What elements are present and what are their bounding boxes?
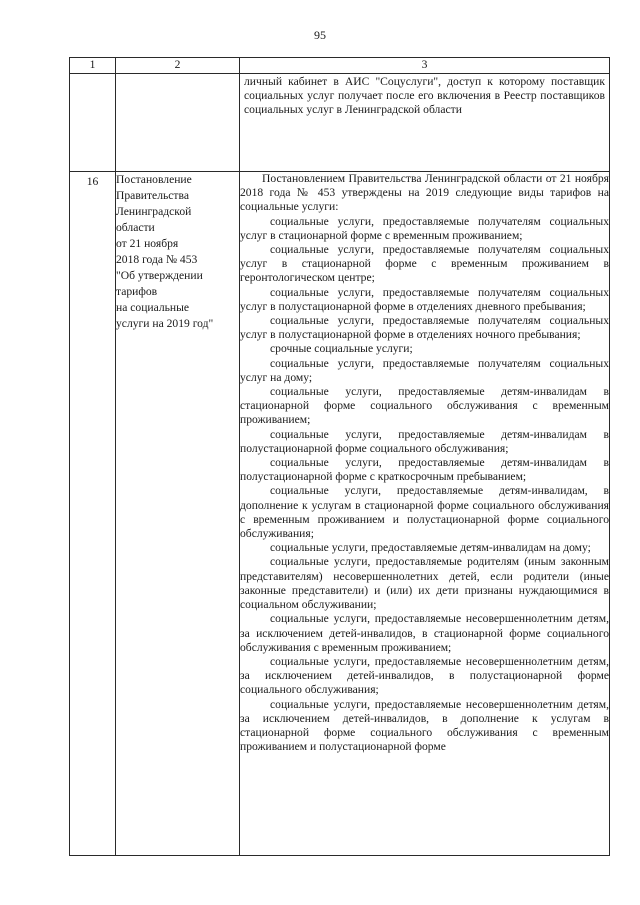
act-title-line: от 21 ноября: [116, 237, 179, 250]
act-title-line: 2018 года № 453: [116, 253, 198, 266]
content-paragraph: социальные услуги, предоставляемые детям-инвалидам в полустационарной форме социального обслуживания;: [240, 427, 609, 455]
content-paragraph: социальные услуги, предоставляемые детям-инвалидам на дому;: [270, 541, 591, 555]
table-header-row: [70, 58, 610, 74]
legal-acts-table: [69, 57, 610, 856]
act-title-line: Ленинградской: [116, 205, 192, 218]
content-paragraph: социальные услуги, предоставляемые несовершеннолетним детям, за исключением детей-инвалидов, в дополнение к услугам в стационарной форме социального обслуживания с временным проживанием и полустационарной форме: [240, 697, 609, 754]
content-paragraph: социальные услуги, предоставляемые несовершеннолетним детям, за исключением детей-инвалидов, в полустационарной форме социального обслуживания;: [240, 654, 609, 697]
content-paragraph: Постановлением Правительства Ленинградской области от 21 ноября 2018 года № 453 утверждены на 2019 следующие виды тарифов на социальные услуги:: [240, 172, 609, 214]
cell-empty-title: [116, 74, 240, 172]
content-paragraph: социальные услуги, предоставляемые родителям (иным законным представителям) несовершеннолетних детей, если родители (иные законные представители) и (или) их дети признаны нуждающимися в социальном обслуживании;: [240, 555, 609, 612]
column-number-2: 2: [116, 58, 240, 74]
cell-empty-number: [70, 74, 116, 172]
act-title-line: Постановление: [116, 173, 192, 186]
act-title-line: тарифов: [116, 285, 158, 298]
page-number: 95: [314, 28, 326, 42]
act-title-line: "Об утверждении: [116, 269, 203, 282]
content-paragraph: социальные услуги, предоставляемые получателям социальных услуг в стационарной форме с временным проживанием;: [240, 214, 609, 242]
row-number: 16: [70, 172, 116, 856]
act-title: [116, 172, 240, 856]
table-row-continuation: [70, 74, 610, 172]
content-paragraph: срочные социальные услуги;: [270, 342, 413, 356]
content-paragraph: социальные услуги, предоставляемые детям-инвалидам в стационарной форме социального обслуживания с временным проживанием;: [240, 385, 609, 427]
content-paragraph: социальные услуги, предоставляемые получателям социальных услуг на дому;: [240, 356, 609, 384]
act-title-line: услуги на 2019 год": [116, 317, 214, 330]
content-paragraph: социальные услуги, предоставляемые получателям социальных услуг в стационарной форме с временным проживанием в геронтологическом центре;: [240, 243, 609, 285]
act-title-line: области: [116, 221, 155, 234]
act-title-line: Правительства: [116, 189, 189, 202]
content-paragraph: социальные услуги, предоставляемые несовершеннолетним детям, за исключением детей-инвалидов, в стационарной форме социального обслуживания с временным проживанием;: [240, 612, 609, 654]
content-paragraph: социальные услуги, предоставляемые получателям социальных услуг в полустационарной форме в отделениях ночного пребывания;: [240, 314, 609, 342]
content-paragraph: социальные услуги, предоставляемые детям-инвалидам в полустационарной форме с краткосрочным пребыванием;: [240, 456, 609, 484]
content-paragraph: социальные услуги, предоставляемые получателям социальных услуг в полустационарной форме в отделениях дневного пребывания;: [240, 285, 609, 313]
continuation-text: личный кабинет в АИС "Соцуслуги", доступ к которому поставщик социальных услуг получает после его включения в Реестр поставщиков социальных услуг в Ленинградской области: [240, 74, 610, 172]
act-content: [240, 172, 610, 856]
column-number-1: 1: [70, 58, 116, 74]
column-number-3: 3: [240, 58, 610, 74]
table-row-16: [70, 172, 610, 856]
act-title-line: на социальные: [116, 301, 190, 314]
content-paragraph: социальные услуги, предоставляемые детям-инвалидам, в дополнение к услугам в стационарной форме социального обслуживания с временным проживанием и полустационарной форме социального обслуживания;: [240, 484, 609, 541]
